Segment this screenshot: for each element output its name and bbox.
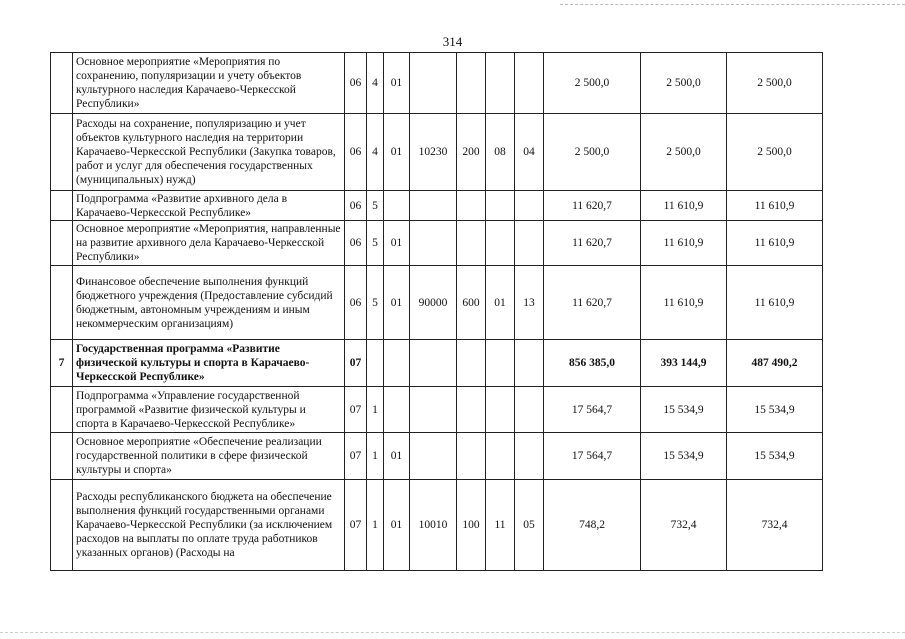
code-subprogram: 1 bbox=[367, 480, 384, 571]
code-section: 11 bbox=[486, 480, 515, 571]
amount-year-2: 11 610,9 bbox=[641, 266, 727, 340]
code-expense-type bbox=[457, 433, 486, 480]
scan-artifact-top bbox=[560, 4, 905, 6]
amount-year-1: 11 620,7 bbox=[544, 191, 641, 221]
code-expense-type bbox=[457, 340, 486, 387]
amount-year-3: 11 610,9 bbox=[727, 221, 823, 266]
row-number bbox=[51, 387, 73, 433]
code-subprogram: 5 bbox=[367, 191, 384, 221]
amount-year-3: 11 610,9 bbox=[727, 191, 823, 221]
code-direction: 10010 bbox=[410, 480, 457, 571]
code-event: 01 bbox=[384, 480, 410, 571]
amount-year-3: 732,4 bbox=[727, 480, 823, 571]
amount-year-1: 2 500,0 bbox=[544, 53, 641, 114]
amount-year-1: 11 620,7 bbox=[544, 266, 641, 340]
amount-year-1: 856 385,0 bbox=[544, 340, 641, 387]
row-name: Расходы республиканского бюджета на обеспечение выполнения функций государственными органами Карачаево-Черкесской Республики (за исключением расходов на выплаты по оплате труда работников указанных органов) (Расходы на bbox=[73, 480, 345, 571]
table-row bbox=[51, 480, 823, 571]
code-section: 08 bbox=[486, 114, 515, 191]
amount-year-2: 11 610,9 bbox=[641, 221, 727, 266]
code-subsection bbox=[515, 433, 544, 480]
code-subprogram: 4 bbox=[367, 114, 384, 191]
row-name: Подпрограмма «Управление государственной программой «Развитие физической культуры и спорта в Карачаево-Черкесской Республике» bbox=[73, 387, 345, 433]
amount-year-3: 15 534,9 bbox=[727, 433, 823, 480]
code-section bbox=[486, 53, 515, 114]
scan-artifact-bottom bbox=[0, 632, 905, 634]
amount-year-3: 487 490,2 bbox=[727, 340, 823, 387]
code-program: 06 bbox=[345, 221, 367, 266]
code-event: 01 bbox=[384, 114, 410, 191]
amount-year-1: 11 620,7 bbox=[544, 221, 641, 266]
code-subsection: 13 bbox=[515, 266, 544, 340]
page-number: 314 bbox=[442, 34, 463, 49]
amount-year-2: 393 144,9 bbox=[641, 340, 727, 387]
code-event: 01 bbox=[384, 433, 410, 480]
code-expense-type bbox=[457, 387, 486, 433]
amount-year-1: 748,2 bbox=[544, 480, 641, 571]
amount-year-2: 15 534,9 bbox=[641, 433, 727, 480]
code-direction bbox=[410, 221, 457, 266]
code-expense-type: 600 bbox=[457, 266, 486, 340]
amount-year-3: 2 500,0 bbox=[727, 53, 823, 114]
row-number bbox=[51, 221, 73, 266]
code-program: 06 bbox=[345, 266, 367, 340]
row-name: Расходы на сохранение, популяризацию и учет объектов культурного наследия на территории Карачаево-Черкесской Республики (Закупка товаров, работ и услуг для обеспечения государственных (муниципальных) нужд) bbox=[73, 114, 345, 191]
row-number: 7 bbox=[51, 340, 73, 387]
code-subsection bbox=[515, 387, 544, 433]
row-name: Основное мероприятие «Мероприятия, направленные на развитие архивного дела Карачаево-Черкесской Республики» bbox=[73, 221, 345, 266]
code-direction: 10230 bbox=[410, 114, 457, 191]
code-expense-type bbox=[457, 221, 486, 266]
row-name: Основное мероприятие «Мероприятия по сохранению, популяризации и учету объектов культурного наследия Карачаево-Черкесской Республики» bbox=[73, 53, 345, 114]
code-subprogram: 1 bbox=[367, 433, 384, 480]
row-name: Государственная программа «Развитие физической культуры и спорта в Карачаево-Черкесской Республике» bbox=[73, 340, 345, 387]
code-event bbox=[384, 340, 410, 387]
row-name: Подпрограмма «Развитие архивного дела в Карачаево-Черкесской Республике» bbox=[73, 191, 345, 221]
code-section bbox=[486, 221, 515, 266]
table-row bbox=[51, 53, 823, 114]
code-expense-type: 100 bbox=[457, 480, 486, 571]
row-number bbox=[51, 480, 73, 571]
amount-year-1: 17 564,7 bbox=[544, 433, 641, 480]
code-program: 07 bbox=[345, 340, 367, 387]
table-row bbox=[51, 387, 823, 433]
amount-year-2: 2 500,0 bbox=[641, 53, 727, 114]
code-subsection: 05 bbox=[515, 480, 544, 571]
code-subsection bbox=[515, 340, 544, 387]
code-event: 01 bbox=[384, 266, 410, 340]
row-name: Финансовое обеспечение выполнения функций бюджетного учреждения (Предоставление субсидий бюджетным, автономным учреждениям и иным некоммерческим организациям) bbox=[73, 266, 345, 340]
code-subprogram bbox=[367, 340, 384, 387]
amount-year-1: 17 564,7 bbox=[544, 387, 641, 433]
code-direction bbox=[410, 191, 457, 221]
amount-year-2: 2 500,0 bbox=[641, 114, 727, 191]
code-direction: 90000 bbox=[410, 266, 457, 340]
budget-table-body bbox=[51, 53, 823, 571]
code-subprogram: 4 bbox=[367, 53, 384, 114]
table-row bbox=[51, 340, 823, 387]
table-row bbox=[51, 191, 823, 221]
code-subprogram: 5 bbox=[367, 221, 384, 266]
budget-table bbox=[50, 52, 823, 571]
code-section bbox=[486, 191, 515, 221]
code-expense-type bbox=[457, 53, 486, 114]
code-expense-type: 200 bbox=[457, 114, 486, 191]
amount-year-3: 15 534,9 bbox=[727, 387, 823, 433]
table-row bbox=[51, 221, 823, 266]
code-subprogram: 1 bbox=[367, 387, 384, 433]
code-program: 06 bbox=[345, 191, 367, 221]
code-section bbox=[486, 340, 515, 387]
amount-year-3: 2 500,0 bbox=[727, 114, 823, 191]
code-direction bbox=[410, 340, 457, 387]
code-direction bbox=[410, 387, 457, 433]
code-expense-type bbox=[457, 191, 486, 221]
amount-year-2: 15 534,9 bbox=[641, 387, 727, 433]
code-section: 01 bbox=[486, 266, 515, 340]
code-program: 07 bbox=[345, 480, 367, 571]
code-subsection bbox=[515, 191, 544, 221]
row-number bbox=[51, 433, 73, 480]
row-number bbox=[51, 114, 73, 191]
code-event: 01 bbox=[384, 221, 410, 266]
amount-year-2: 732,4 bbox=[641, 480, 727, 571]
row-number bbox=[51, 266, 73, 340]
row-number bbox=[51, 191, 73, 221]
table-row bbox=[51, 114, 823, 191]
code-direction bbox=[410, 433, 457, 480]
code-program: 07 bbox=[345, 433, 367, 480]
code-section bbox=[486, 433, 515, 480]
amount-year-2: 11 610,9 bbox=[641, 191, 727, 221]
amount-year-1: 2 500,0 bbox=[544, 114, 641, 191]
table-row bbox=[51, 433, 823, 480]
code-program: 06 bbox=[345, 53, 367, 114]
code-section bbox=[486, 387, 515, 433]
code-event bbox=[384, 387, 410, 433]
code-event bbox=[384, 191, 410, 221]
code-event: 01 bbox=[384, 53, 410, 114]
code-program: 07 bbox=[345, 387, 367, 433]
code-subsection: 04 bbox=[515, 114, 544, 191]
row-number bbox=[51, 53, 73, 114]
code-subprogram: 5 bbox=[367, 266, 384, 340]
row-name: Основное мероприятие «Обеспечение реализации государственной политики в сфере физической культуры и спорта» bbox=[73, 433, 345, 480]
code-program: 06 bbox=[345, 114, 367, 191]
code-subsection bbox=[515, 221, 544, 266]
code-direction bbox=[410, 53, 457, 114]
table-row bbox=[51, 266, 823, 340]
amount-year-3: 11 610,9 bbox=[727, 266, 823, 340]
code-subsection bbox=[515, 53, 544, 114]
